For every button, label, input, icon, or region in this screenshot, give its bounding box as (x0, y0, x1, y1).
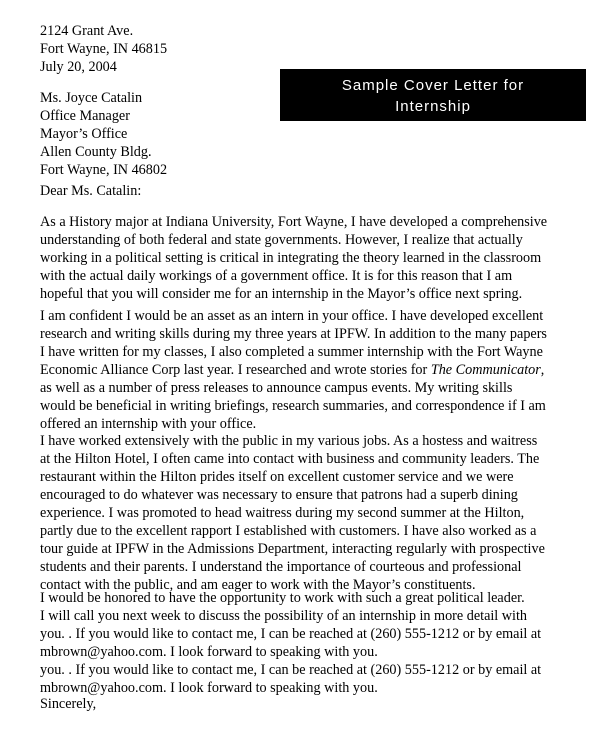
title-banner (280, 69, 586, 121)
paragraph-1 (40, 213, 547, 303)
line-text: , (540, 362, 545, 378)
paragraph-line: at the Hilton Hotel, I often came into contact with business and community leaders. The (40, 451, 540, 467)
paragraph-line: with the actual daily workings of a government office. It is for this reason that I am (40, 268, 513, 284)
recipient-building: Allen County Bldg. (40, 144, 152, 160)
paragraph-line: contact with the public, and am eager to work with the Mayor’s constituents. (40, 577, 476, 593)
paragraph-line: working in a political setting is critical in integrating the theory learned in the classroom (40, 250, 542, 266)
paragraph-line: encouraged to do whatever was necessary to ensure that patrons had a superb dining (40, 487, 518, 503)
paragraph-line: offered an internship with your office. (40, 416, 257, 432)
sender-city: Fort Wayne, IN 46815 (40, 41, 168, 57)
recipient-office: Mayor’s Office (40, 126, 128, 142)
paragraph-line: hopeful that you will consider me for an internship in the Mayor’s office next spring. (40, 286, 523, 302)
paragraph-line: I have written for my classes, I also completed a summer internship with the Fort Wayne (40, 344, 543, 360)
paragraph-line: research and writing skills during my three years at IPFW. In addition to the many papers (40, 326, 547, 342)
paragraph-line (40, 361, 547, 379)
paragraph-line: you. . If you would like to contact me, I can be reached at (260) 555-1212 or by email at (40, 662, 542, 678)
paragraph-line: I have worked extensively with the public in my various jobs. As a hostess and waitress (40, 433, 538, 449)
line-text: Economic Alliance Corp last year. I researched and wrote stories for (40, 362, 431, 378)
paragraph-line: restaurant within the Hilton prides itself on excellent customer service and we were (40, 469, 514, 485)
paragraph-line: you. . If you would like to contact me, I can be reached at (260) 555-1212 or by email at (40, 626, 542, 642)
recipient-name: Ms. Joyce Catalin (40, 90, 143, 106)
closing: Sincerely, (40, 696, 97, 712)
paragraph-line: I will call you next week to discuss the possibility of an internship in more detail with (40, 608, 528, 624)
paragraph-line: understanding of both federal and state governments. However, I realize that actually (40, 232, 523, 248)
letter-date: July 20, 2004 (40, 59, 117, 75)
banner-line-1: Sample Cover Letter for (341, 77, 525, 94)
paragraph-line: I would be honored to have the opportunity to work with such a great political leader. (40, 590, 525, 606)
paragraph-line: I am confident I would be an asset as an intern in your office. I have developed excellent (40, 308, 544, 324)
salutation: Dear Ms. Catalin: (40, 183, 142, 199)
paragraph-line: tour guide at IPFW in the Admissions Department, interacting regularly with prospective (40, 541, 545, 557)
paragraph-line: would be beneficial in writing briefings, research summaries, and correspondence if I am (40, 398, 546, 414)
paragraph-line: mbrown@yahoo.com. I look forward to speaking with you. (40, 680, 378, 696)
paragraph-2 (40, 307, 547, 433)
sender-address (40, 22, 167, 76)
paragraph-line: students and their parents. I understand the importance of courteous and professional (40, 559, 522, 575)
paragraph-4 (40, 589, 541, 697)
recipient-title: Office Manager (40, 108, 130, 124)
paragraph-3 (40, 432, 545, 594)
paragraph-line: mbrown@yahoo.com. I look forward to speaking with you. (40, 644, 378, 660)
recipient-city: Fort Wayne, IN 46802 (40, 162, 168, 178)
publication-title: The Communicator (430, 362, 541, 378)
banner-line-2: Internship (395, 98, 471, 115)
recipient-address (40, 89, 167, 179)
paragraph-line: as well as a number of press releases to announce campus events. My writing skills (40, 380, 513, 396)
paragraph-line: As a History major at Indiana University, Fort Wayne, I have developed a comprehensive (40, 214, 548, 230)
paragraph-line: experience. I was promoted to head waitress during my second summer at the Hilton, (40, 505, 525, 521)
sender-street: 2124 Grant Ave. (40, 23, 134, 39)
paragraph-line: partly due to the excellent rapport I established with customers. I have also worked as a (40, 523, 537, 539)
